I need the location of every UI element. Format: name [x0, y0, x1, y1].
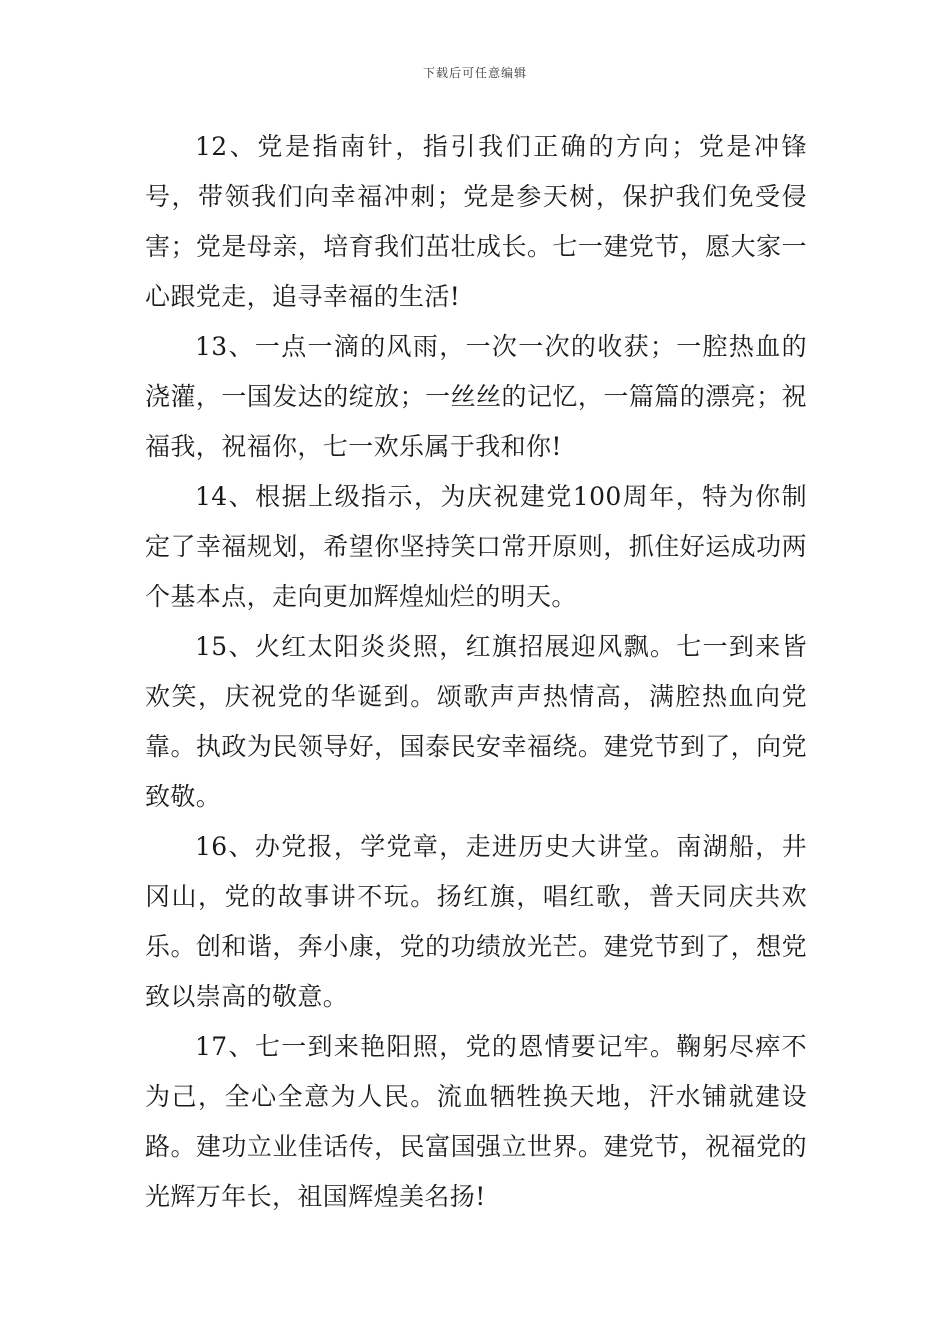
paragraph-14: 14、根据上级指示，为庆祝建党100周年，特为你制定了幸福规划，希望你坚持笑口常开原则，抓住好运成功两个基本点，走向更加辉煌灿烂的明天。: [145, 482, 807, 611]
document-body: [145, 122, 807, 1222]
page-header: 下载后可任意编辑: [422, 66, 527, 80]
paragraph-16: 16、办党报，学党章，走进历史大讲堂。南湖船，井冈山，党的故事讲不玩。扬红旗，唱红歌，普天同庆共欢乐。创和谐，奔小康，党的功绩放光芒。建党节到了，想党致以崇高的敬意。: [145, 832, 807, 1011]
paragraph-17: 17、七一到来艳阳照，党的恩情要记牢。鞠躬尽瘁不为己，全心全意为人民。流血牺牲换天地，汗水铺就建设路。建功立业佳话传，民富国强立世界。建党节，祝福党的光辉万年长，祖国辉煌美名扬!: [145, 1032, 807, 1211]
paragraph-13: 13、一点一滴的风雨，一次一次的收获；一腔热血的浇灌，一国发达的绽放；一丝丝的记忆，一篇篇的漂亮；祝福我，祝福你，七一欢乐属于我和你!: [145, 332, 807, 461]
paragraph-12: 12、党是指南针，指引我们正确的方向；党是冲锋号，带领我们向幸福冲刺；党是参天树，保护我们免受侵害；党是母亲，培育我们茁壮成长。七一建党节，愿大家一心跟党走，追寻幸福的生活!: [145, 132, 807, 311]
paragraph-15: 15、火红太阳炎炎照，红旗招展迎风飘。七一到来皆欢笑，庆祝党的华诞到。颂歌声声热情高，满腔热血向党靠。执政为民领导好，国泰民安幸福绕。建党节到了，向党致敬。: [145, 632, 807, 811]
